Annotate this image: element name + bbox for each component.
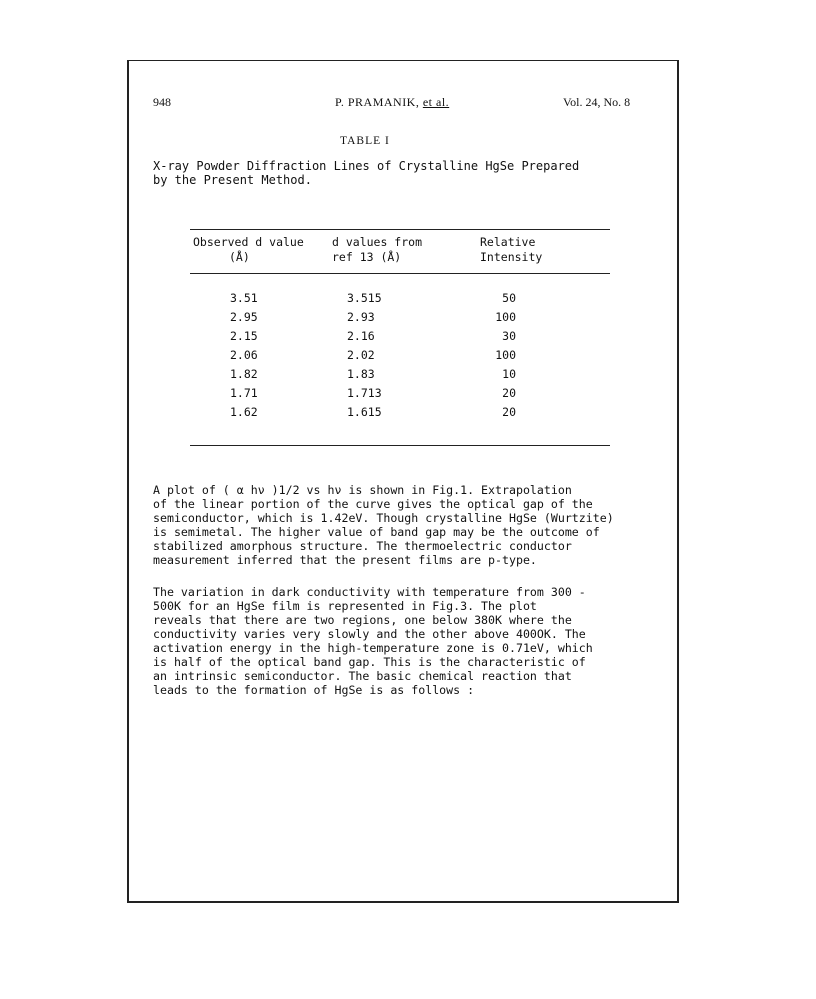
relative-intensity: 50 (502, 291, 516, 305)
table-row (0, 291, 816, 310)
reference-d-value: 1.713 (347, 386, 382, 400)
observed-d-value: 1.82 (230, 367, 258, 381)
column-header-intensity (480, 235, 542, 265)
relative-intensity: 100 (495, 310, 516, 324)
relative-intensity: 10 (502, 367, 516, 381)
reference-d-value: 2.02 (347, 348, 375, 362)
relative-intensity: 20 (502, 405, 516, 419)
relative-intensity: 20 (502, 386, 516, 400)
relative-intensity: 100 (495, 348, 516, 362)
table-label: TABLE I (340, 135, 390, 147)
running-title-etal: et al. (422, 95, 450, 109)
reference-d-value: 3.515 (347, 291, 382, 305)
observed-d-value: 2.06 (230, 348, 258, 362)
table-row (0, 348, 816, 367)
relative-intensity: 30 (502, 329, 516, 343)
table-header-rule (190, 273, 610, 274)
page-number: 948 (153, 95, 171, 109)
reference-d-value: 1.83 (347, 367, 375, 381)
reference-d-value: 1.615 (347, 405, 382, 419)
table-row (0, 310, 816, 329)
volume-issue: Vol. 24, No. 8 (563, 95, 631, 109)
column-header-observed-line2: (Å) (229, 250, 250, 264)
column-header-intensity-line2: Intensity (480, 250, 543, 264)
body-paragraph-band-gap: A plot of ( α hν )1/2 vs hν is shown in Fig.1. Extrapolation of the linear portion of the curve gives the optical gap of the semiconductor, which is 1.42eV. Though crystalline HgSe (Wurtzite) is semimetal. The higher value of band gap may be the outcome of stabilized amorphous structure. The thermoelectric conductor measurement inferred that the present films are p-type. (153, 483, 614, 567)
table-row (0, 405, 816, 424)
observed-d-value: 1.71 (230, 386, 258, 400)
observed-d-value: 2.95 (230, 310, 258, 324)
observed-d-value: 3.51 (230, 291, 258, 305)
reference-d-value: 2.93 (347, 310, 375, 324)
reference-d-value: 2.16 (347, 329, 375, 343)
observed-d-value: 1.62 (230, 405, 258, 419)
table-row (0, 367, 816, 386)
table-bottom-rule (190, 445, 610, 446)
body-paragraph-conductivity: The variation in dark conductivity with temperature from 300 - 500K for an HgSe film is represented in Fig.3. The plot reveals that there are two regions, one below 380K where the conductivity varies very slowly and the other above 400OK. The activation energy in the high-temperature zone is 0.71eV, which is half of the optical band gap. This is the characteristic of an intrinsic semiconductor. The basic chemical reaction that leads to the formation of HgSe is as follows : (153, 585, 593, 697)
column-header-observed-line1: Observed d value (193, 235, 304, 249)
observed-d-value: 2.15 (230, 329, 258, 343)
column-header-observed (193, 235, 304, 265)
running-title-authors: P. PRAMANIK, (335, 95, 423, 109)
table-body (0, 291, 816, 424)
running-title (335, 95, 449, 110)
column-header-reference-line1: d values from (332, 235, 423, 249)
column-header-intensity-line1: Relative (480, 235, 536, 249)
table-caption: X-ray Powder Diffraction Lines of Crystalline HgSe Prepared by the Present Method. (153, 159, 580, 187)
table-top-rule (190, 229, 610, 230)
column-header-reference (332, 235, 422, 265)
table-row (0, 329, 816, 348)
column-header-reference-line2: ref 13 (Å) (332, 250, 402, 264)
table-row (0, 386, 816, 405)
